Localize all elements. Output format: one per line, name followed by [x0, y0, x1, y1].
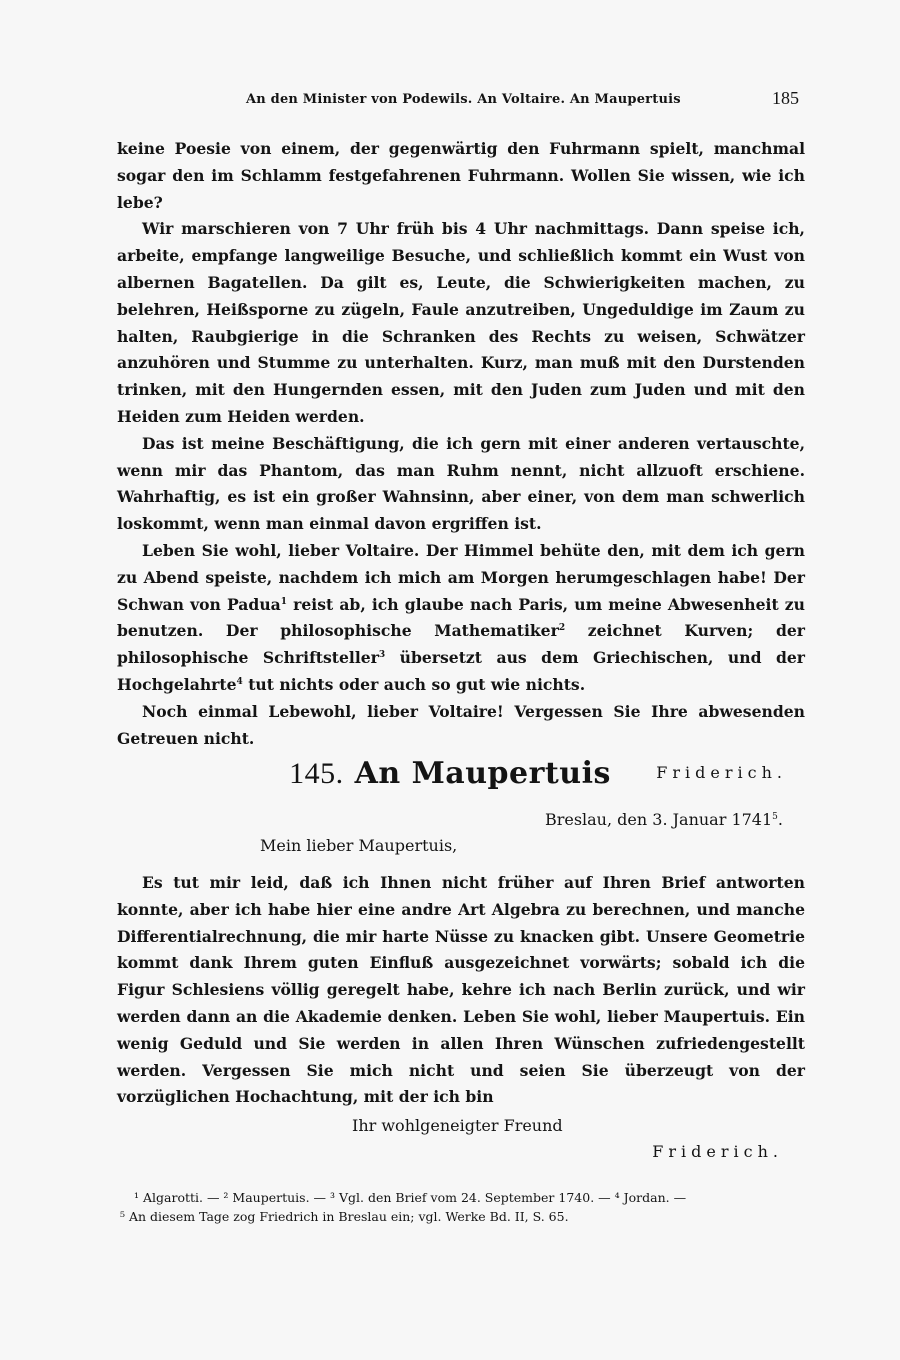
- footnote-ref: 2: [558, 623, 566, 634]
- text: übersetzt aus dem Griechischen, und der Hochgelahrte: [117, 648, 806, 694]
- paragraph: Noch einmal Lebewohl, lieber Voltaire! Vergessen Sie Ihre abwesenden Getreuen nicht.: [117, 701, 805, 748]
- dateline: [545, 810, 783, 829]
- previous-letter-text: [117, 136, 805, 787]
- footnotes: [120, 1188, 810, 1226]
- footnote-ref: 4: [236, 676, 243, 687]
- running-head: An den Minister von Podewils. An Voltaire. An Maupertuis: [246, 92, 681, 107]
- footnote-ref: 3: [378, 650, 386, 661]
- footnote-ref: 1: [280, 596, 288, 607]
- letter-body: [117, 870, 805, 1111]
- footnote-line: ¹ Algarotti. — ² Maupertuis. — ³ Vgl. den Brief vom 24. September 1740. — ⁴ Jordan. —: [134, 1190, 687, 1205]
- letter-title: An Maupertuis: [354, 756, 611, 791]
- footnote-line: ⁵ An diesem Tage zog Friedrich in Breslau ein; vgl. Werke Bd. II, S. 65.: [120, 1209, 569, 1224]
- dateline-end: .: [777, 810, 783, 829]
- paragraph: Das ist meine Beschäftigung, die ich gern mit einer anderen vertauschte, wenn mir das Phantom, das man Ruhm nennt, nicht allzuoft erschiene. Wahrhaftig, es ist ein großer Wahnsinn, aber einer, von dem man schwerlich loskommt, wenn man einmal davon ergriffen ist.: [117, 433, 805, 534]
- paragraph-with-footnotes: [117, 538, 805, 699]
- paragraph: Wir marschieren von 7 Uhr früh bis 4 Uhr nachmittags. Dann speise ich, arbeite, empfange langweilige Besuche, und schließlich kommt ein Wust von albernen Bagatellen. Da gilt es, Leute, die Schwierigkeiten machen, zu belehren, Heißsporne zu zügeln, Faule anzutreiben, Ungeduldige im Zaum zu halten, Raubgierige in die Schranken des Rechts zu weisen, Schwätzer anzuhören und Stumme zu unterhalten. Kurz, man muß mit den Durstenden trinken, mit den Hungernden essen, mit den Juden zum Juden und mit den Heiden zum Heiden werden.: [117, 219, 805, 426]
- text: tut nichts oder auch so gut wie nichts.: [242, 674, 586, 694]
- closing: Ihr wohlgeneigter Freund: [352, 1116, 563, 1135]
- letter-heading: [0, 756, 900, 791]
- paragraph: keine Poesie von einem, der gegenwärtig den Fuhrmann spielt, manchmal sogar den im Schlamm festgefahrenen Fuhrmann. Wollen Sie wissen, wie ich lebe?: [117, 139, 805, 212]
- footnote-ref: 5: [772, 812, 778, 822]
- salutation: Mein lieber Maupertuis,: [260, 836, 458, 855]
- signature: Friderich.: [652, 1142, 783, 1161]
- letter-number: 145.: [289, 757, 344, 790]
- text: reist ab, ich glaube nach Paris, um meine Abwesenheit zu benutzen. Der philosophische Mathematiker: [117, 594, 805, 641]
- dateline-text: Breslau, den 3. Januar 1741: [544, 810, 773, 829]
- signature: Friderich.: [656, 763, 787, 783]
- text: Leben Sie wohl, lieber Voltaire. Der Himmel behüte den, mit dem ich gern zu Abend speiste, nachdem ich mich am Morgen herumgeschlagen habe! Der Schwan von Padua: [117, 540, 805, 614]
- paragraph: Es tut mir leid, daß ich Ihnen nicht früher auf Ihren Brief antworten konnte, aber ich habe hier eine andre Art Algebra zu berechnen, und manche Differentialrechnung, die mir harte Nüsse zu knacken gibt. Unsere Geometrie kommt dank Ihrem guten Einfluß ausgezeichnet vorwärts; sobald ich die Figur Schlesiens völlig geregelt habe, kehre ich nach Berlin zurück, und wir werden dann an die Akademie denken. Leben Sie wohl, lieber Maupertuis. Ein wenig Geduld und Sie werden in allen Ihren Wünschen zufriedengestellt werden. Vergessen Sie mich nicht und seien Sie überzeugt von der vorzüglichen Hochachtung, mit der ich bin: [117, 873, 805, 1107]
- text: zeichnet Kurven; der philosophische Schriftsteller: [117, 621, 805, 668]
- page-number: 185: [772, 88, 799, 108]
